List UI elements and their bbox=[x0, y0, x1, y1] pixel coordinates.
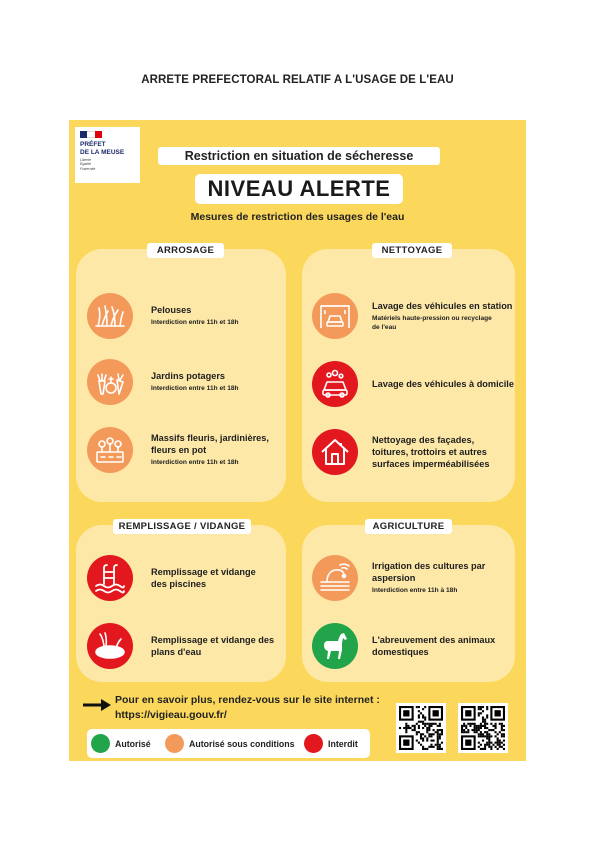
red-dot-icon bbox=[304, 734, 323, 753]
panel-remplissage bbox=[76, 521, 286, 682]
pond-icon bbox=[87, 623, 133, 669]
item-irrigation: Irrigation des cultures par aspersion Interdiction entre 11h à 18h bbox=[312, 555, 485, 601]
arrow-right-icon bbox=[83, 699, 111, 711]
qr-code-icon[interactable] bbox=[396, 703, 446, 753]
flower-planter-icon bbox=[87, 427, 133, 473]
item-piscines: Remplissage et vidange des piscines bbox=[87, 555, 256, 601]
legend-authorized: Autorisé bbox=[91, 734, 151, 753]
qr-code-icon[interactable] bbox=[458, 703, 508, 753]
item-abreuvement: L'abreuvement des animaux domestiques bbox=[312, 623, 495, 669]
panel-title: NETTOYAGE bbox=[372, 243, 452, 258]
vegetables-icon bbox=[87, 359, 133, 405]
green-dot-icon bbox=[91, 734, 110, 753]
logo-line-1: PRÉFET bbox=[80, 141, 106, 148]
info-line: Pour en savoir plus, rendez-vous sur le site internet : bbox=[115, 694, 380, 706]
horse-icon bbox=[312, 623, 358, 669]
pool-ladder-icon bbox=[87, 555, 133, 601]
panel-arrosage bbox=[76, 245, 286, 502]
item-jardins: Jardins potagers Interdiction entre 11h et 18h bbox=[87, 359, 239, 405]
legend bbox=[87, 729, 370, 758]
car-wash-station-icon bbox=[312, 293, 358, 339]
grass-icon bbox=[87, 293, 133, 339]
item-plans-eau: Remplissage et vidange des plans d'eau bbox=[87, 623, 274, 669]
poster-subtitle: Restriction en situation de sécheresse bbox=[158, 147, 440, 165]
alert-level: NIVEAU ALERTE bbox=[195, 174, 403, 204]
document-title: ARRETE PREFECTORAL RELATIF A L'USAGE DE L'EAU bbox=[141, 74, 454, 86]
item-massifs: Massifs fleuris, jardinières, fleurs en pot Interdiction entre 11h et 18h bbox=[87, 427, 269, 473]
car-home-wash-icon bbox=[312, 361, 358, 407]
house-icon bbox=[312, 429, 358, 475]
item-nettoyage-facades: Nettoyage des façades, toitures, trottoirs et autres surfaces imperméabilisées bbox=[312, 429, 489, 475]
logo-line-2: DE LA MEUSE bbox=[80, 148, 125, 156]
panel-nettoyage bbox=[302, 245, 515, 502]
info-text bbox=[115, 693, 380, 723]
item-lavage-station: Lavage des véhicules en station Matériels haute-pression ou recyclage de l'eau bbox=[312, 293, 512, 339]
panel-title: REMPLISSAGE / VIDANGE bbox=[113, 519, 251, 534]
panel-title: ARROSAGE bbox=[147, 243, 224, 258]
measures-heading: Mesures de restriction des usages de l'eau bbox=[190, 211, 405, 223]
logo-motto: Liberté Égalité Fraternité bbox=[80, 158, 96, 171]
website-link[interactable]: https://vigieau.gouv.fr/ bbox=[115, 709, 227, 721]
french-flag-icon bbox=[80, 131, 102, 138]
panel-agriculture bbox=[302, 521, 515, 682]
item-lavage-domicile: Lavage des véhicules à domicile bbox=[312, 361, 514, 407]
irrigation-icon bbox=[312, 555, 358, 601]
legend-forbidden: Interdit bbox=[304, 734, 358, 753]
item-pelouses: Pelouses Interdiction entre 11h et 18h bbox=[87, 293, 239, 339]
panel-title: AGRICULTURE bbox=[365, 519, 452, 534]
orange-dot-icon bbox=[165, 734, 184, 753]
legend-conditional: Autorisé sous conditions bbox=[165, 734, 295, 753]
drought-poster bbox=[69, 120, 526, 761]
prefecture-logo bbox=[75, 127, 140, 183]
